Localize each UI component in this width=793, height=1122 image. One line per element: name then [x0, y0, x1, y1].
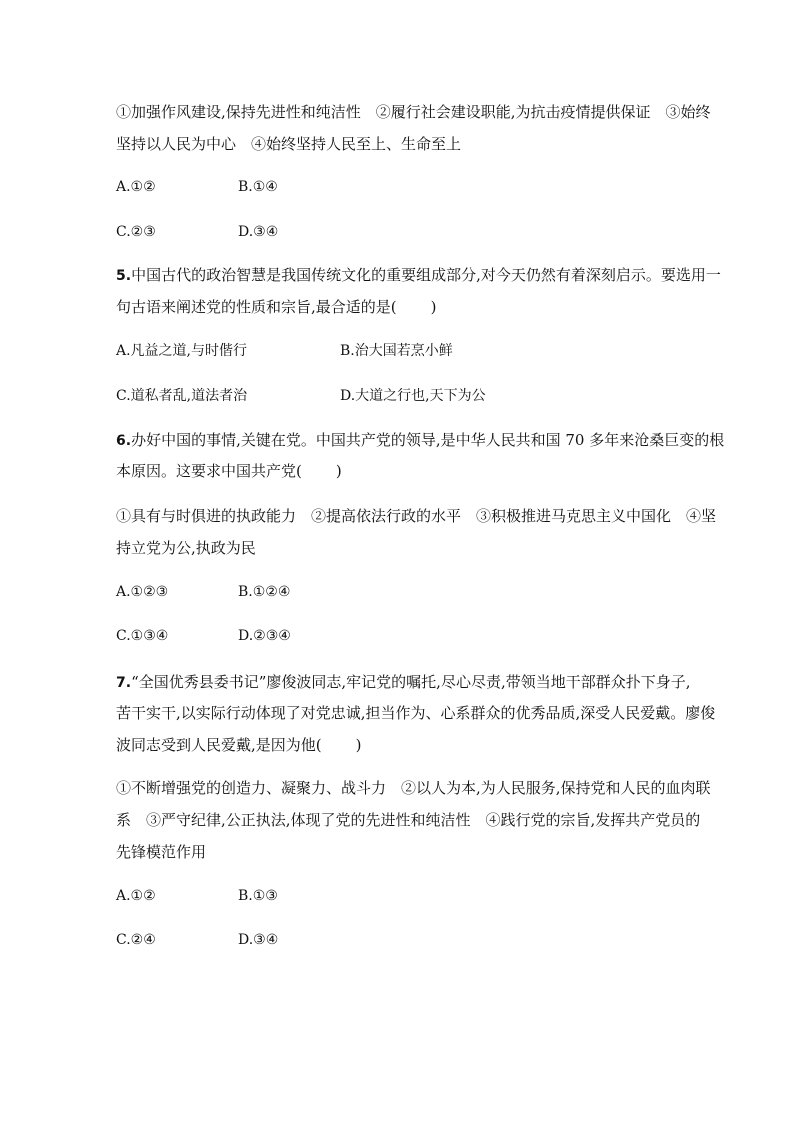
- q6-number: 6.: [116, 433, 132, 449]
- q6-option-b[interactable]: B.①②④: [238, 584, 291, 600]
- q7-stem-line-2: 苦干实干,以实际行动体现了对党忠诚,担当作为、心系群众的优秀品质,深受人民爱戴。廖俊: [116, 704, 716, 722]
- q7-option-a[interactable]: A.①②: [116, 888, 156, 904]
- q6-stem-text-1: 办好中国的事情,关键在党。中国共产党的领导,是中华人民共和国 70 多年来沧桑巨变的根: [131, 431, 725, 449]
- q7-option-d[interactable]: D.③④: [238, 932, 279, 948]
- q5-stem-text-2: 句古语来阐述党的性质和宗旨,最合适的是(: [116, 298, 397, 316]
- q4-option-c[interactable]: C.②③: [116, 224, 156, 240]
- q5-option-b[interactable]: B.治大国若烹小鲜: [340, 343, 453, 359]
- q7-stem-text-1: “全国优秀县委书记”廖俊波同志,牢记党的嘱托,尽心尽责,带领当地干部群众扑下身子,: [131, 673, 691, 691]
- q7-option-b[interactable]: B.①③: [238, 888, 278, 904]
- q5-number: 5.: [116, 268, 132, 284]
- q4-option-d[interactable]: D.③④: [238, 224, 279, 240]
- q5-stem-line-2: [116, 297, 436, 317]
- q7-statements-line-3: 先锋模范作用: [116, 843, 207, 861]
- q6-statements-line-1: ①具有与时俱进的执政能力 ②提高依法行政的水平 ③积极推进马克思主义中国化 ④坚: [116, 507, 717, 525]
- q7-stem-line-3: [116, 735, 361, 755]
- q6-stem-close-paren: ): [335, 462, 342, 480]
- q6-option-d[interactable]: D.②③④: [238, 628, 291, 644]
- q4-option-b[interactable]: B.①④: [238, 179, 278, 195]
- q7-statements-line-1: ①不断增强党的创造力、凝聚力、战斗力 ②以人为本,为人民服务,保持党和人民的血肉联: [116, 779, 711, 797]
- q7-option-c[interactable]: C.②④: [116, 932, 156, 948]
- q5-stem-line-1: [116, 265, 721, 285]
- q7-stem-text-3: 波同志受到人民爱戴,是因为他(: [116, 736, 322, 754]
- q6-stem-text-2: 本原因。这要求中国共产党(: [116, 462, 302, 480]
- q6-option-a[interactable]: A.①②③: [116, 584, 169, 600]
- q6-stem-line-1: [116, 430, 724, 450]
- q5-option-d[interactable]: D.大道之行也,天下为公: [340, 388, 486, 404]
- q7-number: 7.: [116, 675, 132, 691]
- q5-stem-close-paren: ): [430, 298, 437, 316]
- q7-stem-close-paren: ): [355, 736, 362, 754]
- q7-stem-line-1: [116, 672, 690, 692]
- q4-statements-line-1: ①加强作风建设,保持先进性和纯洁性 ②履行社会建设职能,为抗击疫情提供保证 ③始终: [116, 103, 711, 121]
- q6-option-c[interactable]: C.①③④: [116, 628, 169, 644]
- q6-statements-line-2: 持立党为公,执政为民: [116, 539, 256, 557]
- q4-option-a[interactable]: A.①②: [116, 179, 156, 195]
- q5-option-a[interactable]: A.凡益之道,与时偕行: [116, 343, 248, 359]
- q5-stem-text-1: 中国古代的政治智慧是我国传统文化的重要组成部分,对今天仍然有着深刻启示。要选用一: [131, 266, 721, 284]
- q4-statements-line-2: 坚持以人民为中心 ④始终坚持人民至上、生命至上: [116, 135, 462, 153]
- q7-statements-line-2: 系 ③严守纪律,公正执法,体现了党的先进性和纯洁性 ④践行党的宗旨,发挥共产党员的: [116, 811, 701, 829]
- q5-option-c[interactable]: C.道私者乱,道法者治: [116, 388, 248, 404]
- q6-stem-line-2: [116, 461, 342, 481]
